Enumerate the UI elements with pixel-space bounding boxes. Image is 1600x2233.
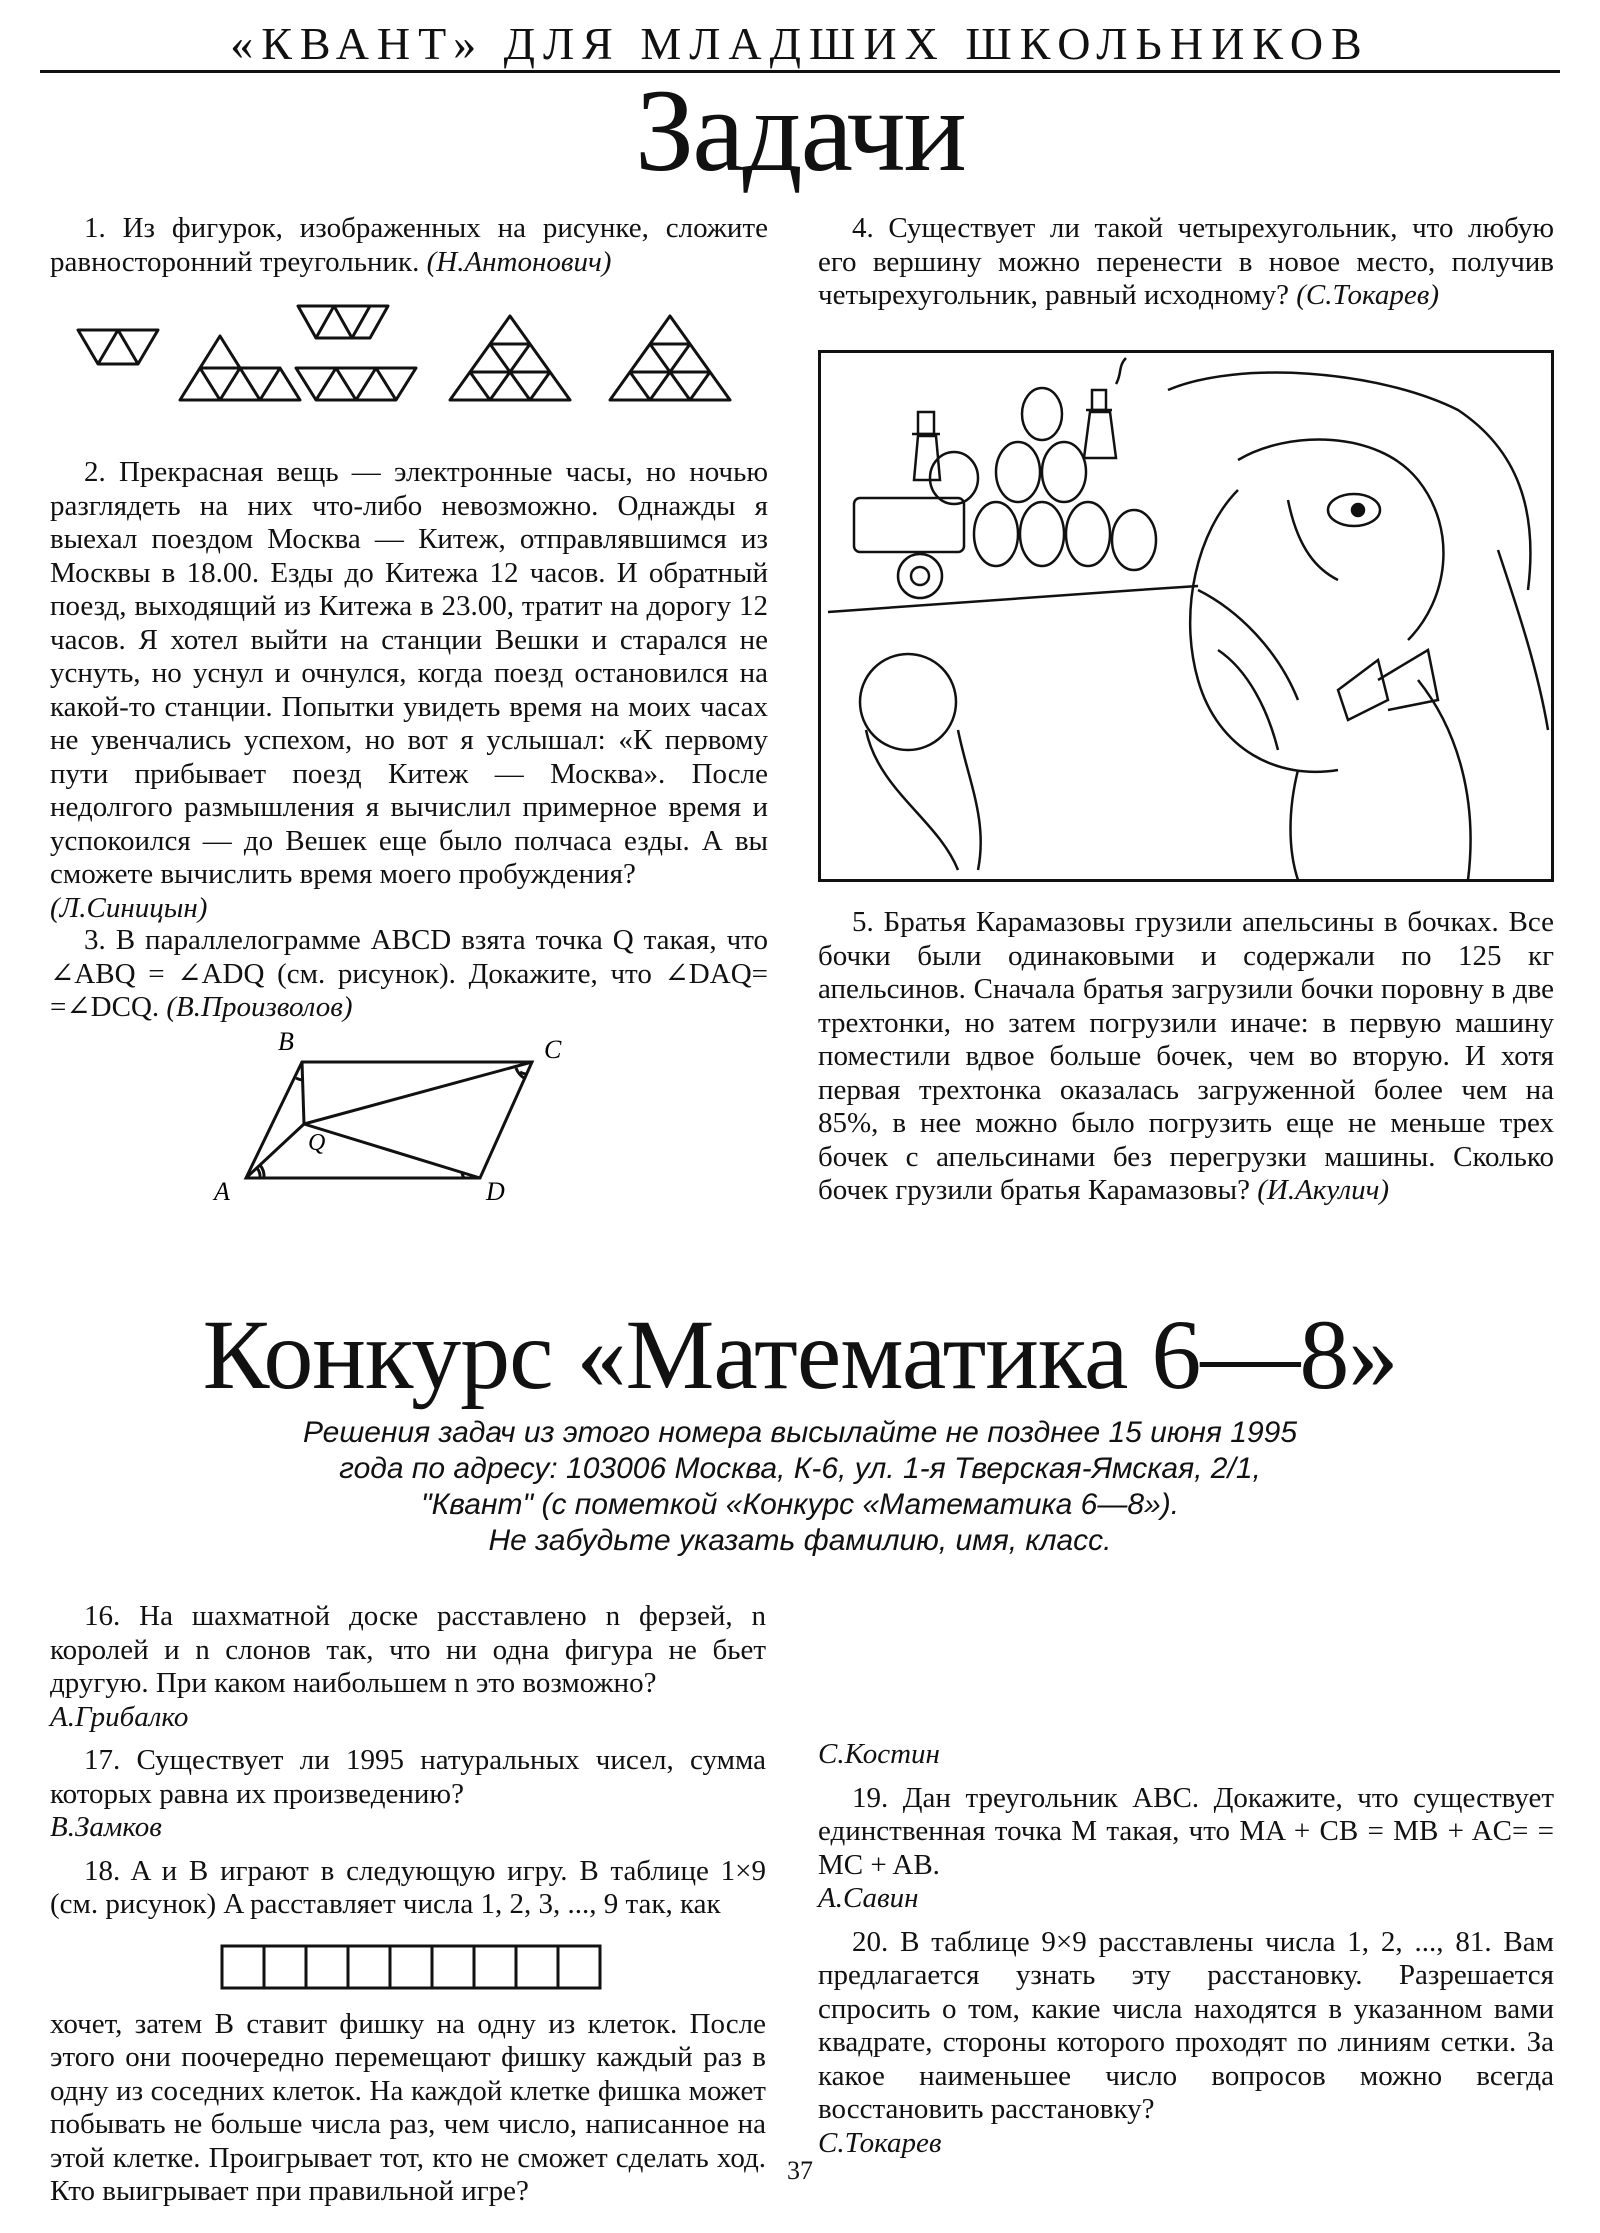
piece-6 [610, 316, 730, 400]
piece-1 [78, 330, 158, 364]
triangle-pieces-figure [70, 300, 750, 410]
piece-3 [298, 306, 388, 338]
problem-1-text: 1. Из фигурок, изображенных на рисунке, сложите равносторонний треугольник. [50, 212, 768, 278]
problem-3 [50, 924, 768, 1025]
problem-1 [50, 212, 768, 279]
table-1x9-figure [50, 1922, 766, 2008]
karamazov-illustration [818, 350, 1554, 882]
contest-info [200, 1415, 1400, 1559]
problem-20: 20. В таблице 9×9 расставлены числа 1, 2, ..., 81. Вам предлагается узнать эту расстановку. Разрешается спросить о том, какие числа находятся в указанном вами квадрате, стороны которого проходят по линиям сетки. За какое наименьшее число вопросов можно всегда восстановить расстановку? [818, 1925, 1554, 2125]
piece-4 [296, 368, 416, 400]
problem-19: 19. Дан треугольник ABC. Докажите, что существует единственная точка M такая, что MA + CB = MB + AC= = MC + AB. [818, 1781, 1554, 1881]
problem-5-author: (И.Акулич) [1257, 1174, 1390, 1206]
problem-4 [818, 212, 1554, 313]
problem-18-part2-left [50, 2007, 766, 2207]
problem-17-author: В.Замков [50, 1811, 162, 1843]
problem-3-text: 3. В параллелограмме ABCD взята точка Q такая, что ∠ABQ = ∠ADQ (см. рисунок). Докажите, что ∠DAQ= =∠DCQ. [50, 924, 768, 1023]
problem-3-author: (В.Произволов) [166, 991, 353, 1023]
problem-16-author: А.Грибалко [50, 1700, 189, 1733]
piece-2 [180, 336, 300, 400]
problem-5 [818, 906, 1554, 1208]
contest-left-column [50, 1600, 766, 2207]
parallelogram-abcd [246, 1062, 532, 1178]
problem-17: 17. Существует ли 1995 натуральных чисел, сумма которых равна их произведению? [50, 1744, 766, 1810]
problem-1-author: (Н.Антонович) [426, 245, 612, 278]
piece-5 [450, 316, 570, 400]
problem-20-author: С.Токарев [818, 2126, 942, 2159]
contest-info-line: Решения задач из этого номера высылайте не позднее 15 июня 1995 [302, 1416, 1298, 1449]
parallelogram-figure [200, 1028, 600, 1210]
vertex-d: D [486, 1177, 505, 1206]
vertex-a: A [214, 1177, 230, 1206]
page-title: Задачи [635, 65, 965, 196]
problem-18-author: С.Костин [818, 1738, 940, 1770]
problem-4-text: 4. Существует ли такой четырехугольник, что любую его вершину можно перенести в новое место, получив четырехугольник, равный исходному? [818, 212, 1554, 311]
page-number: 37 [787, 2156, 813, 2185]
problem-19-author: А.Савин [818, 1882, 919, 1914]
point-q: Q [308, 1130, 326, 1156]
contest-info-line: "Квант" (с пометкой «Конкурс «Математика 6—8»). [420, 1488, 1180, 1521]
contest-info-line: Не забудьте указать фамилию, имя, класс. [488, 1524, 1112, 1557]
problem-16: 16. На шахматной доске расставлено n ферзей, n королей и n слонов так, что ни одна фигура не бьет другую. При каком наибольшем n это возможно? [50, 1600, 766, 1699]
contest-info-line: года по адресу: 103006 Москва, К-6, ул. 1-я Тверская-Ямская, 2/1, [339, 1452, 1261, 1485]
contest-title: Конкурс «Математика 6—8» [202, 1299, 1398, 1410]
section-header: «КВАНТ» ДЛЯ МЛАДШИХ ШКОЛЬНИКОВ [230, 18, 1370, 69]
problem-5-text: 5. Братья Карамазовы грузили апельсины в бочках. Все бочки были одинаковыми и содержали по 125 кг апельсинов. Сначала братья загрузили бочки поровну в две трехтонки, но затем погрузили иначе: в первую машину поместили вдвое больше бочек, чем во вторую. И хотя первая трехтонка оказалась загруженной более чем на 85%, в нее можно было погрузить еще не меньше трех бочек с апельсинами без перегрузки машины. Сколько бочек грузили братья Карамазовы? [818, 906, 1554, 1206]
problem-2-text: 2. Прекрасная вещь — электронные часы, но ночью разглядеть на них что-либо невозможно. Однажды я выехал поездом Москва — Китеж, отправлявшимся из Москвы в 18.00. Езды до Китежа 12 часов. И обратный поезд, выходящий из Китежа в 23.00, тратит на дорогу 12 часов. Я хотел выйти на станции Вешки и старался не уснуть, но уснул и очнулся, когда поезд остановился на какой-то станции. Попытки увидеть время на моих часах не увенчались успехом, но вот я услышал: «К первому пути прибывает поезд Китеж — Москва». После недолгого размышления я вычислил примерное время и успокоился — до Вешек еще было полчаса езды. А вы сможете вычислить время моего пробуждения? [50, 456, 768, 890]
problem-18-part1: 18. A и B играют в следующую игру. В таблице 1×9 (см. рисунок) A расставляет числа 1, 2, 3, ..., 9 так, как [50, 1854, 766, 1920]
contest-right-column [818, 1600, 1554, 2160]
problem-2-author: (Л.Синицын) [50, 891, 208, 924]
problem-4-author: (С.Токарев) [1296, 279, 1440, 311]
problem-18-part2: хочет, затем B ставит фишку на одну из клеток. После этого они поочередно перемещают фишку каждый раз в одну из соседних клеток. На каждой клетке фишка может побывать не больше числа раз, чем число, написанное на этой клетке. Проигрывает тот, кто не сможет сделать ход. Кто выигрывает при правильной игре? [50, 2007, 766, 2207]
vertex-b: B [278, 1027, 294, 1056]
problem-2 [50, 456, 768, 925]
vertex-c: C [544, 1035, 562, 1064]
